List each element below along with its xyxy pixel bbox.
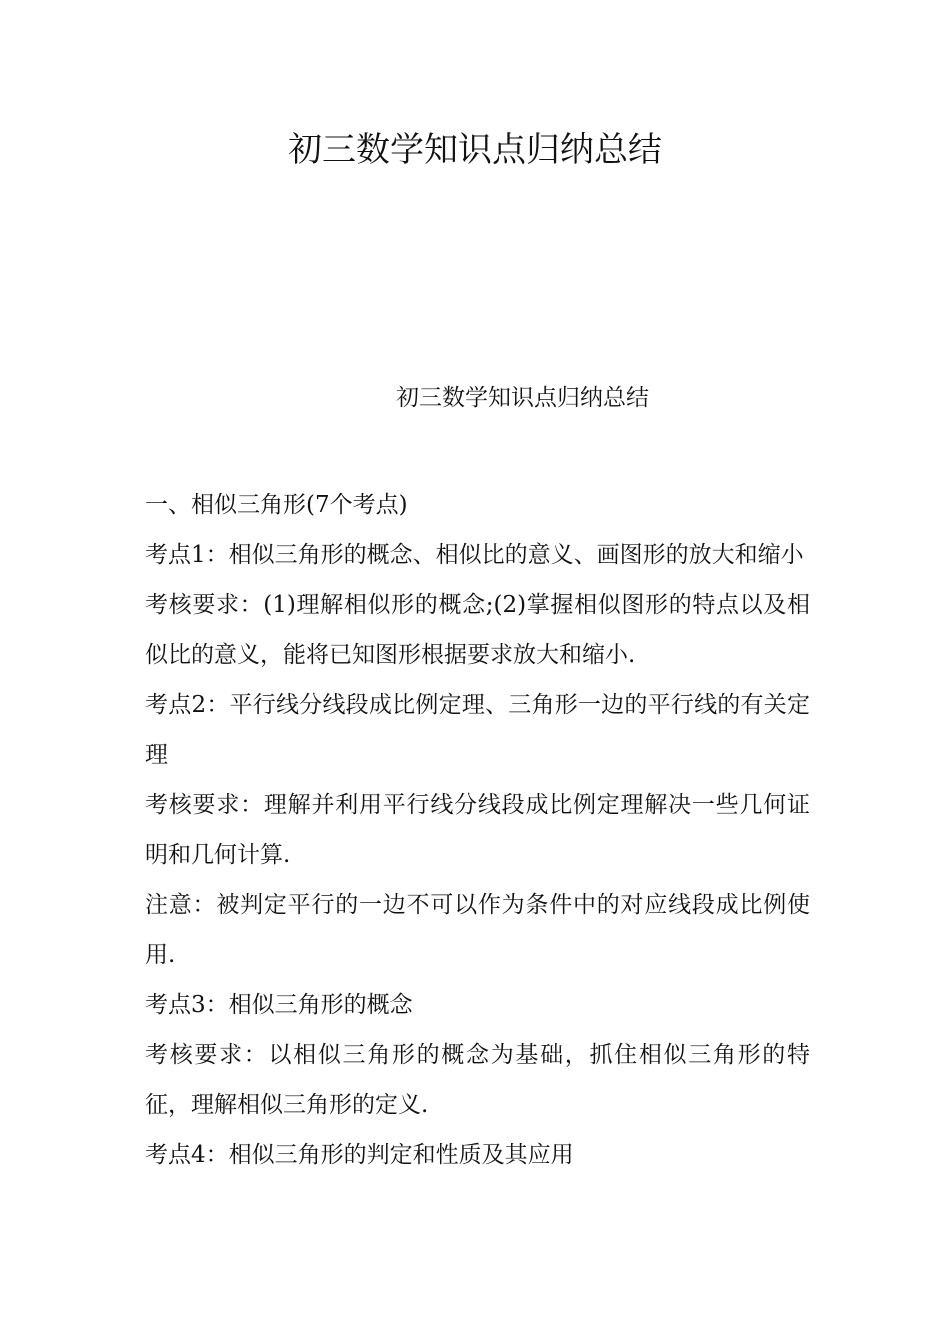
exam-point-paragraph: 考点4：相似三角形的判定和性质及其应用 (145, 1142, 574, 1168)
requirement-paragraph: 考核要求：理解并利用平行线分线段成比例定理解决一些几何证明和几何计算. (145, 792, 810, 868)
document-body (145, 480, 810, 1180)
exam-point-paragraph: 考点1：相似三角形的概念、相似比的意义、画图形的放大和缩小 (145, 542, 804, 568)
document-subtitle: 初三数学知识点归纳总结 (396, 385, 649, 411)
requirement-paragraph: 考核要求：(1)理解相似形的概念;(2)掌握相似图形的特点以及相似比的意义，能将已知图形根据要求放大和缩小. (145, 592, 810, 668)
exam-point-paragraph: 考点2：平行线分线段成比例定理、三角形一边的平行线的有关定理 (145, 692, 810, 768)
exam-point-paragraph: 考点3：相似三角形的概念 (145, 992, 413, 1018)
document-title: 初三数学知识点归纳总结 (288, 130, 662, 170)
section-heading: 一、相似三角形(7个考点) (145, 492, 408, 518)
note-paragraph: 注意：被判定平行的一边不可以作为条件中的对应线段成比例使用. (145, 892, 810, 968)
requirement-paragraph: 考核要求：以相似三角形的概念为基础，抓住相似三角形的特征，理解相似三角形的定义. (145, 1042, 810, 1118)
